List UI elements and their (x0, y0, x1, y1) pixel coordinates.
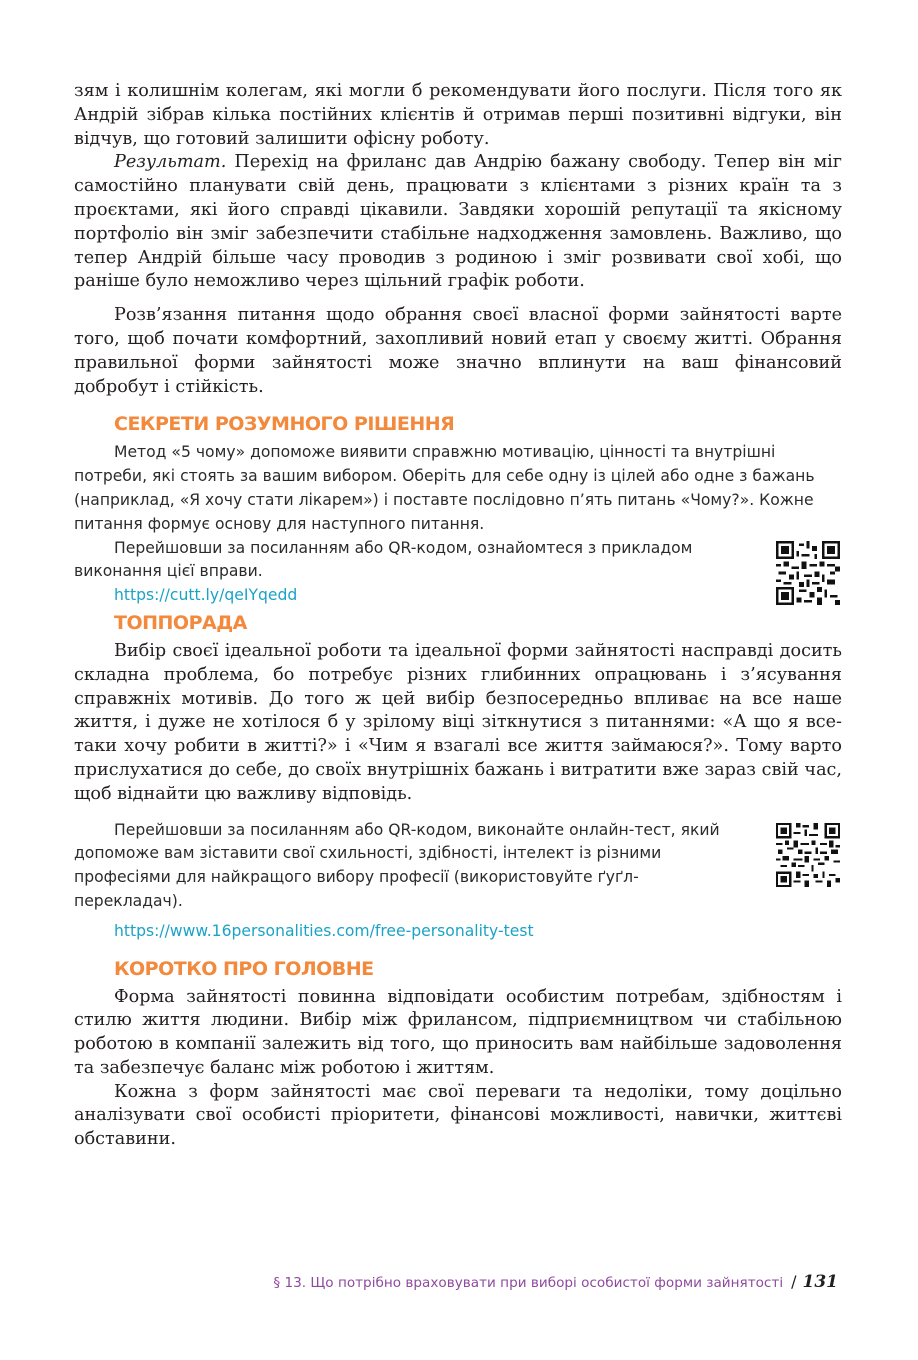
qr-block-tip (74, 819, 842, 914)
qr-block-secrets (74, 537, 842, 585)
section-heading-tip: ТОППОРАДА (114, 611, 247, 634)
page-number: 131 (802, 1272, 838, 1292)
body-paragraph: Розв’язання питання щодо обрання своєї власної форми зайнятості варте того, щоб почати комфортний, захопливий новий етап у своєму житті. Обрання правильної форми зайнятості може значно вплинути на ваш фінансовий добробут і стійкість. (74, 305, 842, 397)
qr-instruction: Перейшовши за посиланням або QR-кодом, виконайте онлайн-тест, який допоможе вам зіставити свої схильності, здібності, інтелект із різними професіями для найкращого вибору професії (використовуйте ґуґл-перекладач). (74, 820, 720, 910)
body-paragraph-result (74, 151, 842, 294)
section-heading-summary: КОРОТКО ПРО ГОЛОВНЕ (114, 957, 374, 980)
secrets-link[interactable]: https://cutt.ly/qeIYqedd (114, 586, 298, 605)
body-paragraph: зям і колишнім колегам, які могли б рекомендувати його послуги. Після того як Андрій зібрав кілька постійних клієнтів й отримав перші позитивні відгуки, він відчув, що готовий залишити офісну роботу. (74, 81, 842, 149)
summary-paragraph: Кожна з форм зайнятості має свої переваги та недоліки, тому доцільно аналізувати свої особисті пріоритети, фінансові можливості, навички, життєві обставини. (74, 1081, 842, 1150)
result-lead: Результат. (114, 152, 227, 173)
page-footer (273, 1272, 838, 1292)
tip-text: Вибір своєї ідеальної роботи та ідеальної форми зайнятості насправді досить складна проблема, бо потребує різних глибинних опрацювань і з’ясування справжніх мотивів. До того ж цей вибір безпосередньо впливає на все наше життя, і дуже не хотілося б у зрілому віці зіткнутися з питаннями: «А що я все-таки хочу робити в житті?» і «Чим я взагалі все життя займаюся?». Тому варто прислухатися до себе, до своїх внутрішніх бажань і витратити вже зараз свій час, щоб віднайти цю важливу відповідь. (74, 640, 842, 804)
qr-code-icon[interactable] (776, 823, 840, 887)
tip-link[interactable]: https://www.16personalities.com/free-personality-test (114, 921, 534, 940)
result-text: Перехід на фриланс дав Андрію бажану свободу. Тепер він міг самостійно планувати свій день, працювати з клієнтами з різних країн та з проєктами, які його справді цікавили. Завдяки хорошій репутації та якісному портфоліо він зміг забезпечити стабільне надходження замовлень. Важливо, що тепер Андрій більше часу проводив з родиною і зміг розвивати свої хобі, що раніше було неможливо через щільний графік роботи. (74, 152, 842, 292)
chapter-title: § 13. Що потрібно враховувати при виборі особистої форми зайнятості (273, 1275, 784, 1291)
page-content (74, 80, 842, 1152)
secrets-text: Метод «5 чому» допоможе виявити справжню мотивацію, цінності та внутрішні потреби, які стоять за вашим вибором. Оберіть для себе одну із цілей або одне з бажань (наприклад, «Я хочу стати лікарем») і поставте послідовно п’ять питань «Чому?». Кожне питання формує основу для наступного питання. (74, 443, 815, 533)
qr-code-icon[interactable] (776, 541, 840, 605)
section-heading-secrets: СЕКРЕТИ РОЗУМНОГО РІШЕННЯ (114, 413, 455, 436)
qr-instruction: Перейшовши за посиланням або QR-кодом, ознайомтеся з прикладом виконання цієї вправи. (74, 538, 693, 581)
footer-separator: / (791, 1272, 797, 1291)
summary-paragraph: Форма зайнятості повинна відповідати особистим потребам, здібностям і стилю життя людини. Вибір між фрилансом, підприємництвом чи стабільною роботою в компанії залежить від того, що приносить вам найбільше задоволення та забезпечує баланс між роботою і життям. (74, 986, 842, 1078)
